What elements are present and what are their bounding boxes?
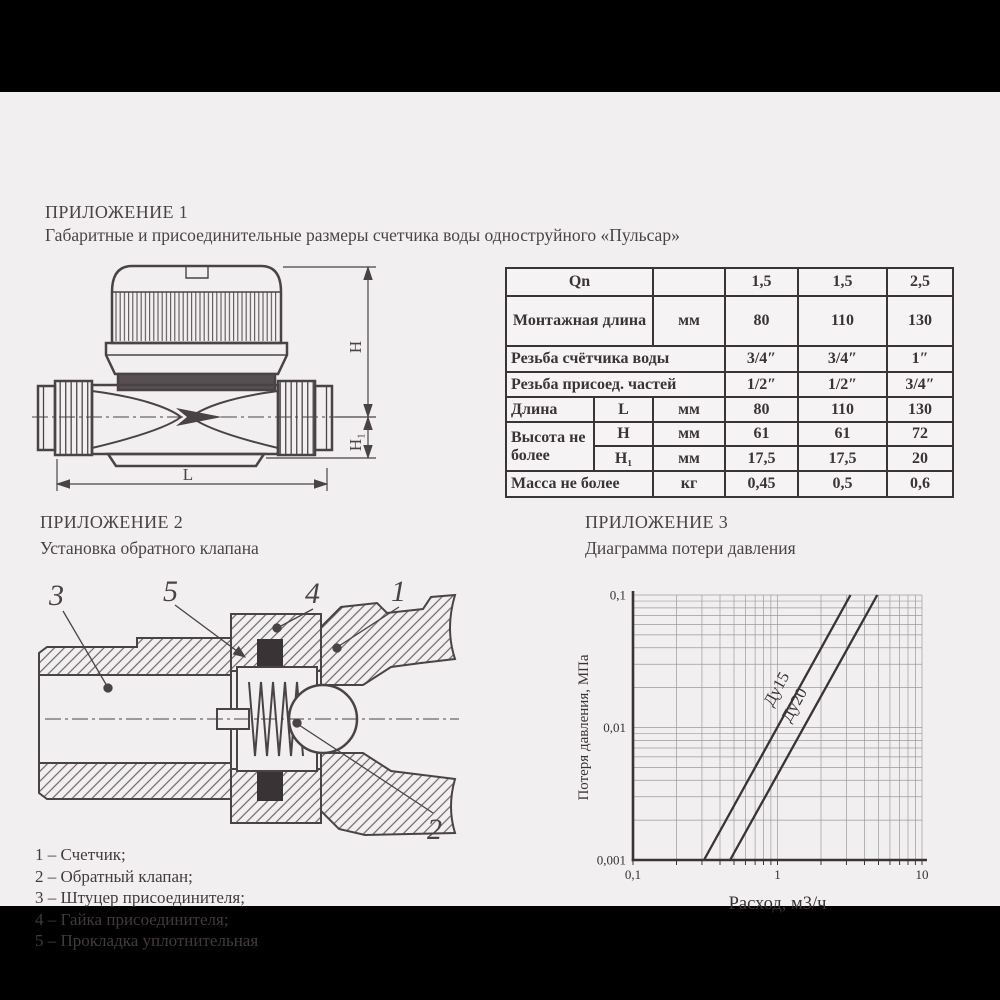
spec-table-cell: Qn bbox=[506, 268, 653, 296]
spec-table-cell: 0,6 bbox=[887, 471, 953, 497]
spec-table-cell: Монтажная длина bbox=[506, 296, 653, 346]
legend-item: 4 – Гайка присоединителя; bbox=[35, 909, 229, 929]
dim-label-h: H bbox=[346, 340, 365, 354]
parts-legend bbox=[35, 844, 258, 952]
spec-table-cell: 80 bbox=[725, 397, 798, 422]
spec-table-cell: 20 bbox=[887, 446, 953, 471]
water-meter-drawing bbox=[30, 252, 435, 502]
legend-item: 3 – Штуцер присоединителя; bbox=[35, 888, 245, 907]
spec-table-cell: H bbox=[594, 422, 653, 446]
spec-table-cell: 61 bbox=[725, 422, 798, 446]
x-tick-label: 10 bbox=[915, 867, 929, 882]
series-label-Ду20: Ду20 bbox=[776, 684, 811, 726]
meter-body-outline bbox=[38, 266, 332, 466]
spec-table-cell: 130 bbox=[887, 296, 953, 346]
appendix2-title: ПРИЛОЖЕНИЕ 2 bbox=[40, 512, 184, 532]
appendix1-subtitle: Габаритные и присоединительные размеры счетчика воды одноструйного «Пульсар» bbox=[45, 225, 680, 245]
x-tick-label: 1 bbox=[774, 867, 781, 882]
spec-table-cell: 3/4″ bbox=[798, 346, 887, 372]
document-page bbox=[0, 92, 1000, 950]
spec-table-cell: Резьба присоед. частей bbox=[506, 372, 725, 397]
spec-table-cell: Длина bbox=[506, 397, 594, 422]
spec-table-cell: 72 bbox=[887, 422, 953, 446]
appendix3-title: ПРИЛОЖЕНИЕ 3 bbox=[585, 512, 729, 532]
spec-table-cell: Высота не более bbox=[506, 422, 594, 471]
spec-table-cell: H₁ bbox=[594, 446, 653, 471]
spec-table-cell: 2,5 bbox=[887, 268, 953, 296]
legend-item: 1 – Счетчик; bbox=[35, 845, 126, 864]
legend-item: 5 – Прокладка уплотнительная bbox=[35, 931, 259, 950]
spec-table-cell: кг bbox=[653, 471, 725, 497]
spec-table-cell: мм bbox=[653, 397, 725, 422]
spec-table-cell: 3/4″ bbox=[887, 372, 953, 397]
spec-table bbox=[505, 267, 954, 498]
spec-table-cell: L bbox=[594, 397, 653, 422]
spec-table-cell: 1,5 bbox=[725, 268, 798, 296]
spec-table-cell: мм bbox=[653, 296, 725, 346]
appendix2-subtitle: Установка обратного клапана bbox=[40, 538, 259, 558]
legend-item: 2 – Обратный клапан; bbox=[35, 866, 193, 886]
callout-5: 5 bbox=[163, 575, 178, 608]
dim-label-h1: H₁ bbox=[346, 432, 365, 452]
spec-table-cell: мм bbox=[653, 446, 725, 471]
spec-table-cell: 130 bbox=[887, 397, 953, 422]
dim-label-l: L bbox=[182, 465, 194, 484]
x-tick-label: 0,1 bbox=[624, 867, 642, 882]
callout-4: 4 bbox=[305, 577, 320, 610]
spec-table-cell: мм bbox=[653, 422, 725, 446]
spec-table-cell: 17,5 bbox=[798, 446, 887, 471]
series-label-Ду15: Ду15 bbox=[759, 668, 794, 710]
callout-1: 1 bbox=[391, 575, 406, 608]
spec-table-cell bbox=[653, 268, 725, 296]
spec-table-cell: 1/2″ bbox=[725, 372, 798, 397]
appendix1-title: ПРИЛОЖЕНИЕ 1 bbox=[45, 202, 189, 222]
x-axis-label: Расход, м3/ч bbox=[728, 894, 827, 914]
spec-table-cell: 80 bbox=[725, 296, 798, 346]
appendix3-subtitle: Диаграмма потери давления bbox=[585, 538, 796, 558]
y-tick-label: 0,01 bbox=[603, 720, 626, 735]
spec-table-cell: 110 bbox=[798, 397, 887, 422]
spec-table-cell: Резьба счётчика воды bbox=[506, 346, 725, 372]
spec-table-cell: Масса не более bbox=[506, 471, 653, 497]
spec-table-cell: 3/4″ bbox=[725, 346, 798, 372]
spec-table-cell: 0,45 bbox=[725, 471, 798, 497]
spec-table-cell: 0,5 bbox=[798, 471, 887, 497]
pressure-loss-chart bbox=[570, 570, 990, 920]
callout-2: 2 bbox=[427, 813, 442, 846]
callout-3: 3 bbox=[49, 579, 64, 612]
y-axis-label: Потеря давления, МПа bbox=[576, 654, 592, 801]
gasket-bottom bbox=[257, 769, 283, 801]
y-tick-label: 0,001 bbox=[596, 852, 626, 868]
spec-table-cell: 110 bbox=[798, 296, 887, 346]
spec-table-cell: 17,5 bbox=[725, 446, 798, 471]
spec-table-cell: 1/2″ bbox=[798, 372, 887, 397]
pressure-loss-chart-container bbox=[570, 570, 990, 920]
check-valve-drawing bbox=[25, 567, 465, 852]
spec-table-cell: 1,5 bbox=[798, 268, 887, 296]
spec-table-cell: 1″ bbox=[887, 346, 953, 372]
spec-table-cell: 61 bbox=[798, 422, 887, 446]
y-tick-label: 0,1 bbox=[609, 587, 626, 603]
meter-inlet-section-top bbox=[321, 595, 455, 685]
